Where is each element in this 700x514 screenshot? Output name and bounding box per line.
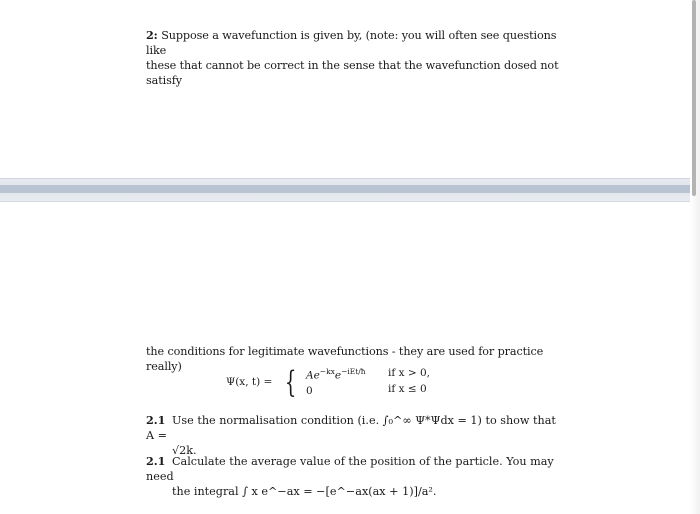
page-top-section [0, 0, 700, 178]
question-line2: √2k. [172, 444, 197, 457]
scrollbar-thumb[interactable] [692, 0, 696, 196]
problem-continuation: the conditions for legitimate wavefunctions - they are used for practice really) [146, 345, 544, 373]
equation-case2-condition: if x ≤ 0 [388, 383, 427, 395]
brace-icon: { [284, 365, 297, 400]
problem-number: 2: [146, 28, 158, 42]
wavefunction-equation [226, 366, 466, 402]
problem-intro [146, 28, 566, 88]
question-line1: Use the normalisation condition (i.e. ∫₀^∞ Ψ*Ψdx = 1) to show that A = [146, 414, 556, 442]
problem-intro-line1: Suppose a wavefunction is given by, (note: you will often see questions like [146, 29, 557, 57]
problem-intro-line2: these that cannot be correct in the sense that the wavefunction dosed not satisfy [146, 59, 559, 87]
equation-case1-condition: if x > 0, [388, 367, 430, 379]
question-number: 2.1 [146, 454, 166, 468]
question-normalisation [146, 413, 566, 458]
question-line1: Calculate the average value of the position of the particle. You may need [146, 455, 554, 483]
page-break-divider [0, 178, 700, 202]
question-number: 2.1 [146, 413, 166, 427]
equation-case1: $Ae^{-kx}e^{-iEt/ħ}$ [306, 367, 366, 382]
equation-case2: 0 [306, 385, 313, 397]
question-average-position [146, 454, 566, 499]
question-line2: the integral ∫ x e^−ax = −[e^−ax(ax + 1)]/a². [172, 485, 437, 498]
divider-band [0, 185, 700, 193]
equation-lhs: Ψ(x, t) = [226, 376, 273, 388]
